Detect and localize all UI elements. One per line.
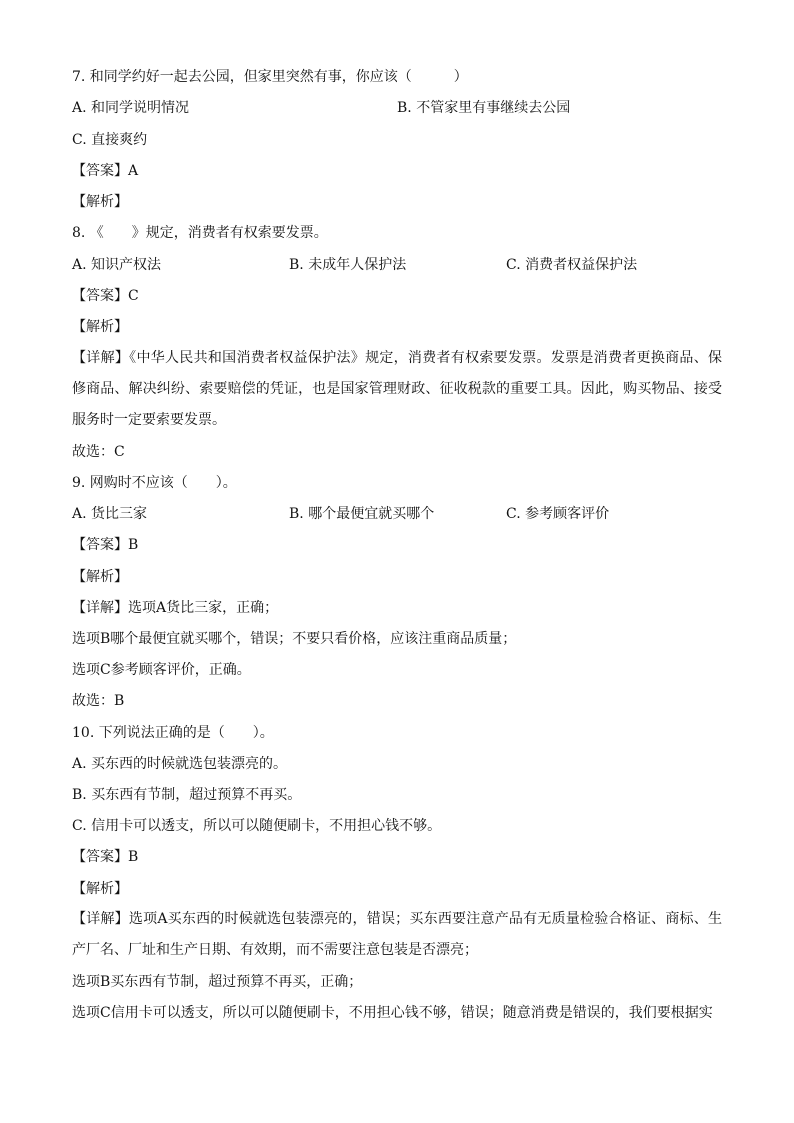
q10-option-b: B. 买东西有节制，超过预算不再买。 — [72, 787, 302, 803]
q9-detail-2: 选项B哪个最便宜就买哪个，错误；不要只看价格，应该注重商品质量； — [72, 631, 517, 647]
q7-option-a: A. 和同学说明情况 — [72, 100, 190, 116]
q9-options-row — [72, 504, 722, 526]
q8-options-row — [72, 255, 722, 277]
q10-detail-2: 选项B买东西有节制，超过预算不再买，正确； — [72, 974, 363, 990]
q8-conclusion: 故选：C — [72, 444, 125, 460]
q9-option-b: B. 哪个最便宜就买哪个 — [289, 506, 435, 522]
q8-detail: 【详解】《中华人民共和国消费者权益保护法》规定，消费者有权索要发票。发票是消费者更换商品、保修商品、解决纠纷、索要赔偿的凭证，也是国家管理财政、征收税款的重要工具。因此，购买物品、接受服务时一定要索要发票。 — [72, 350, 722, 428]
q7-analysis: 【解析】 — [72, 194, 128, 210]
q8-stem: 8. 《 》规定，消费者有权索要发票。 — [72, 225, 328, 241]
q9-analysis: 【解析】 — [72, 569, 128, 585]
q10-detail-1: 【详解】选项A买东西的时候就选包装漂亮的，错误；买东西要注意产品有无质量检验合格证、商标、生产厂名、厂址和生产日期、有效期，而不需要注意包装是否漂亮； — [72, 911, 722, 958]
q9-detail-3: 选项C参考顾客评价，正确。 — [72, 662, 251, 678]
q9-stem: 9. 网购时不应该（ ）。 — [72, 475, 237, 491]
q9-detail-1: 【详解】选项A货比三家，正确； — [72, 600, 279, 616]
q8-option-c: C. 消费者权益保护法 — [506, 257, 638, 273]
q8-analysis: 【解析】 — [72, 319, 128, 335]
q7-option-b: B. 不管家里有事继续去公园 — [397, 100, 571, 116]
q9-option-c: C. 参考顾客评价 — [506, 506, 610, 522]
q10-option-a: A. 买东西的时候就选包装漂亮的。 — [72, 756, 288, 772]
q10-option-c: C. 信用卡可以透支，所以可以随便刷卡，不用担心钱不够。 — [72, 818, 442, 834]
q9-option-a: A. 货比三家 — [72, 506, 148, 522]
q10-answer: 【答案】B — [72, 849, 139, 865]
q10-stem: 10. 下列说法正确的是（ ）。 — [72, 725, 274, 741]
q8-option-b: B. 未成年人保护法 — [289, 257, 407, 273]
q9-conclusion: 故选：B — [72, 693, 125, 709]
q10-detail-3: 选项C信用卡可以透支，所以可以随便刷卡，不用担心钱不够，错误；随意消费是错误的，我们要根据实 — [72, 1005, 713, 1021]
q9-answer: 【答案】B — [72, 537, 139, 553]
q7-options-row-1 — [72, 98, 722, 120]
q10-analysis: 【解析】 — [72, 881, 128, 897]
q8-option-a: A. 知识产权法 — [72, 257, 162, 273]
q7-answer: 【答案】A — [72, 163, 139, 179]
q7-option-c: C. 直接爽约 — [72, 132, 148, 148]
q8-answer: 【答案】C — [72, 288, 139, 304]
q7-stem: 7. 和同学约好一起去公园，但家里突然有事，你应该（ ） — [72, 69, 468, 85]
